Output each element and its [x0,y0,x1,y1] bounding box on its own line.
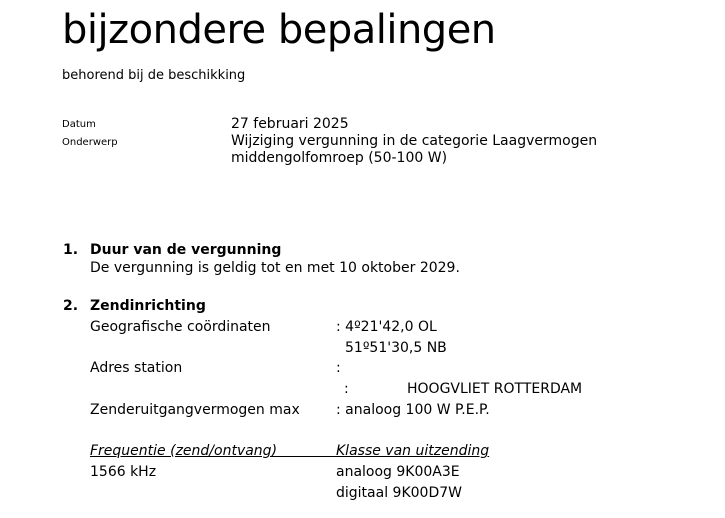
frequency-value: 1566 kHz [90,464,157,480]
date-value: 27 februari 2025 [231,116,349,132]
coordinates-longitude: : 4º21'42,0 OL [336,319,437,335]
section-2-title: Zendinrichting [90,298,206,314]
section-1-number: 1. [63,242,79,258]
address-city: HOOGVLIET ROTTERDAM [407,381,583,397]
coordinates-label: Geografische coördinaten [90,319,271,335]
address-line-2-prefix: : [344,381,349,397]
date-label: Datum [62,119,96,130]
class-digital: digitaal 9K00D7W [336,485,462,501]
document-title: bijzondere bepalingen [62,7,496,53]
power-value: : analoog 100 W P.E.P. [336,402,490,418]
section-1-text: De vergunning is geldig tot en met 10 oktober 2029. [90,260,460,276]
header-underline-filler [270,456,336,457]
frequency-column-header: Frequentie (zend/ontvang) [90,443,278,459]
subject-label: Onderwerp [62,137,118,148]
address-label: Adres station [90,360,183,376]
power-label: Zenderuitgangvermogen max [90,402,300,418]
document-subtitle: behorend bij de beschikking [62,68,246,83]
section-2-number: 2. [63,298,79,314]
class-analog: analoog 9K00A3E [336,464,460,480]
class-column-header: Klasse van uitzending [336,443,490,459]
coordinates-latitude: 51º51'30,5 NB [345,340,447,356]
section-1-title: Duur van de vergunning [90,242,282,258]
subject-line-2: middengolfomroep (50-100 W) [231,150,448,166]
subject-line-1: Wijziging vergunning in de categorie Laagvermogen [231,133,598,149]
address-line-1: : [336,360,341,376]
